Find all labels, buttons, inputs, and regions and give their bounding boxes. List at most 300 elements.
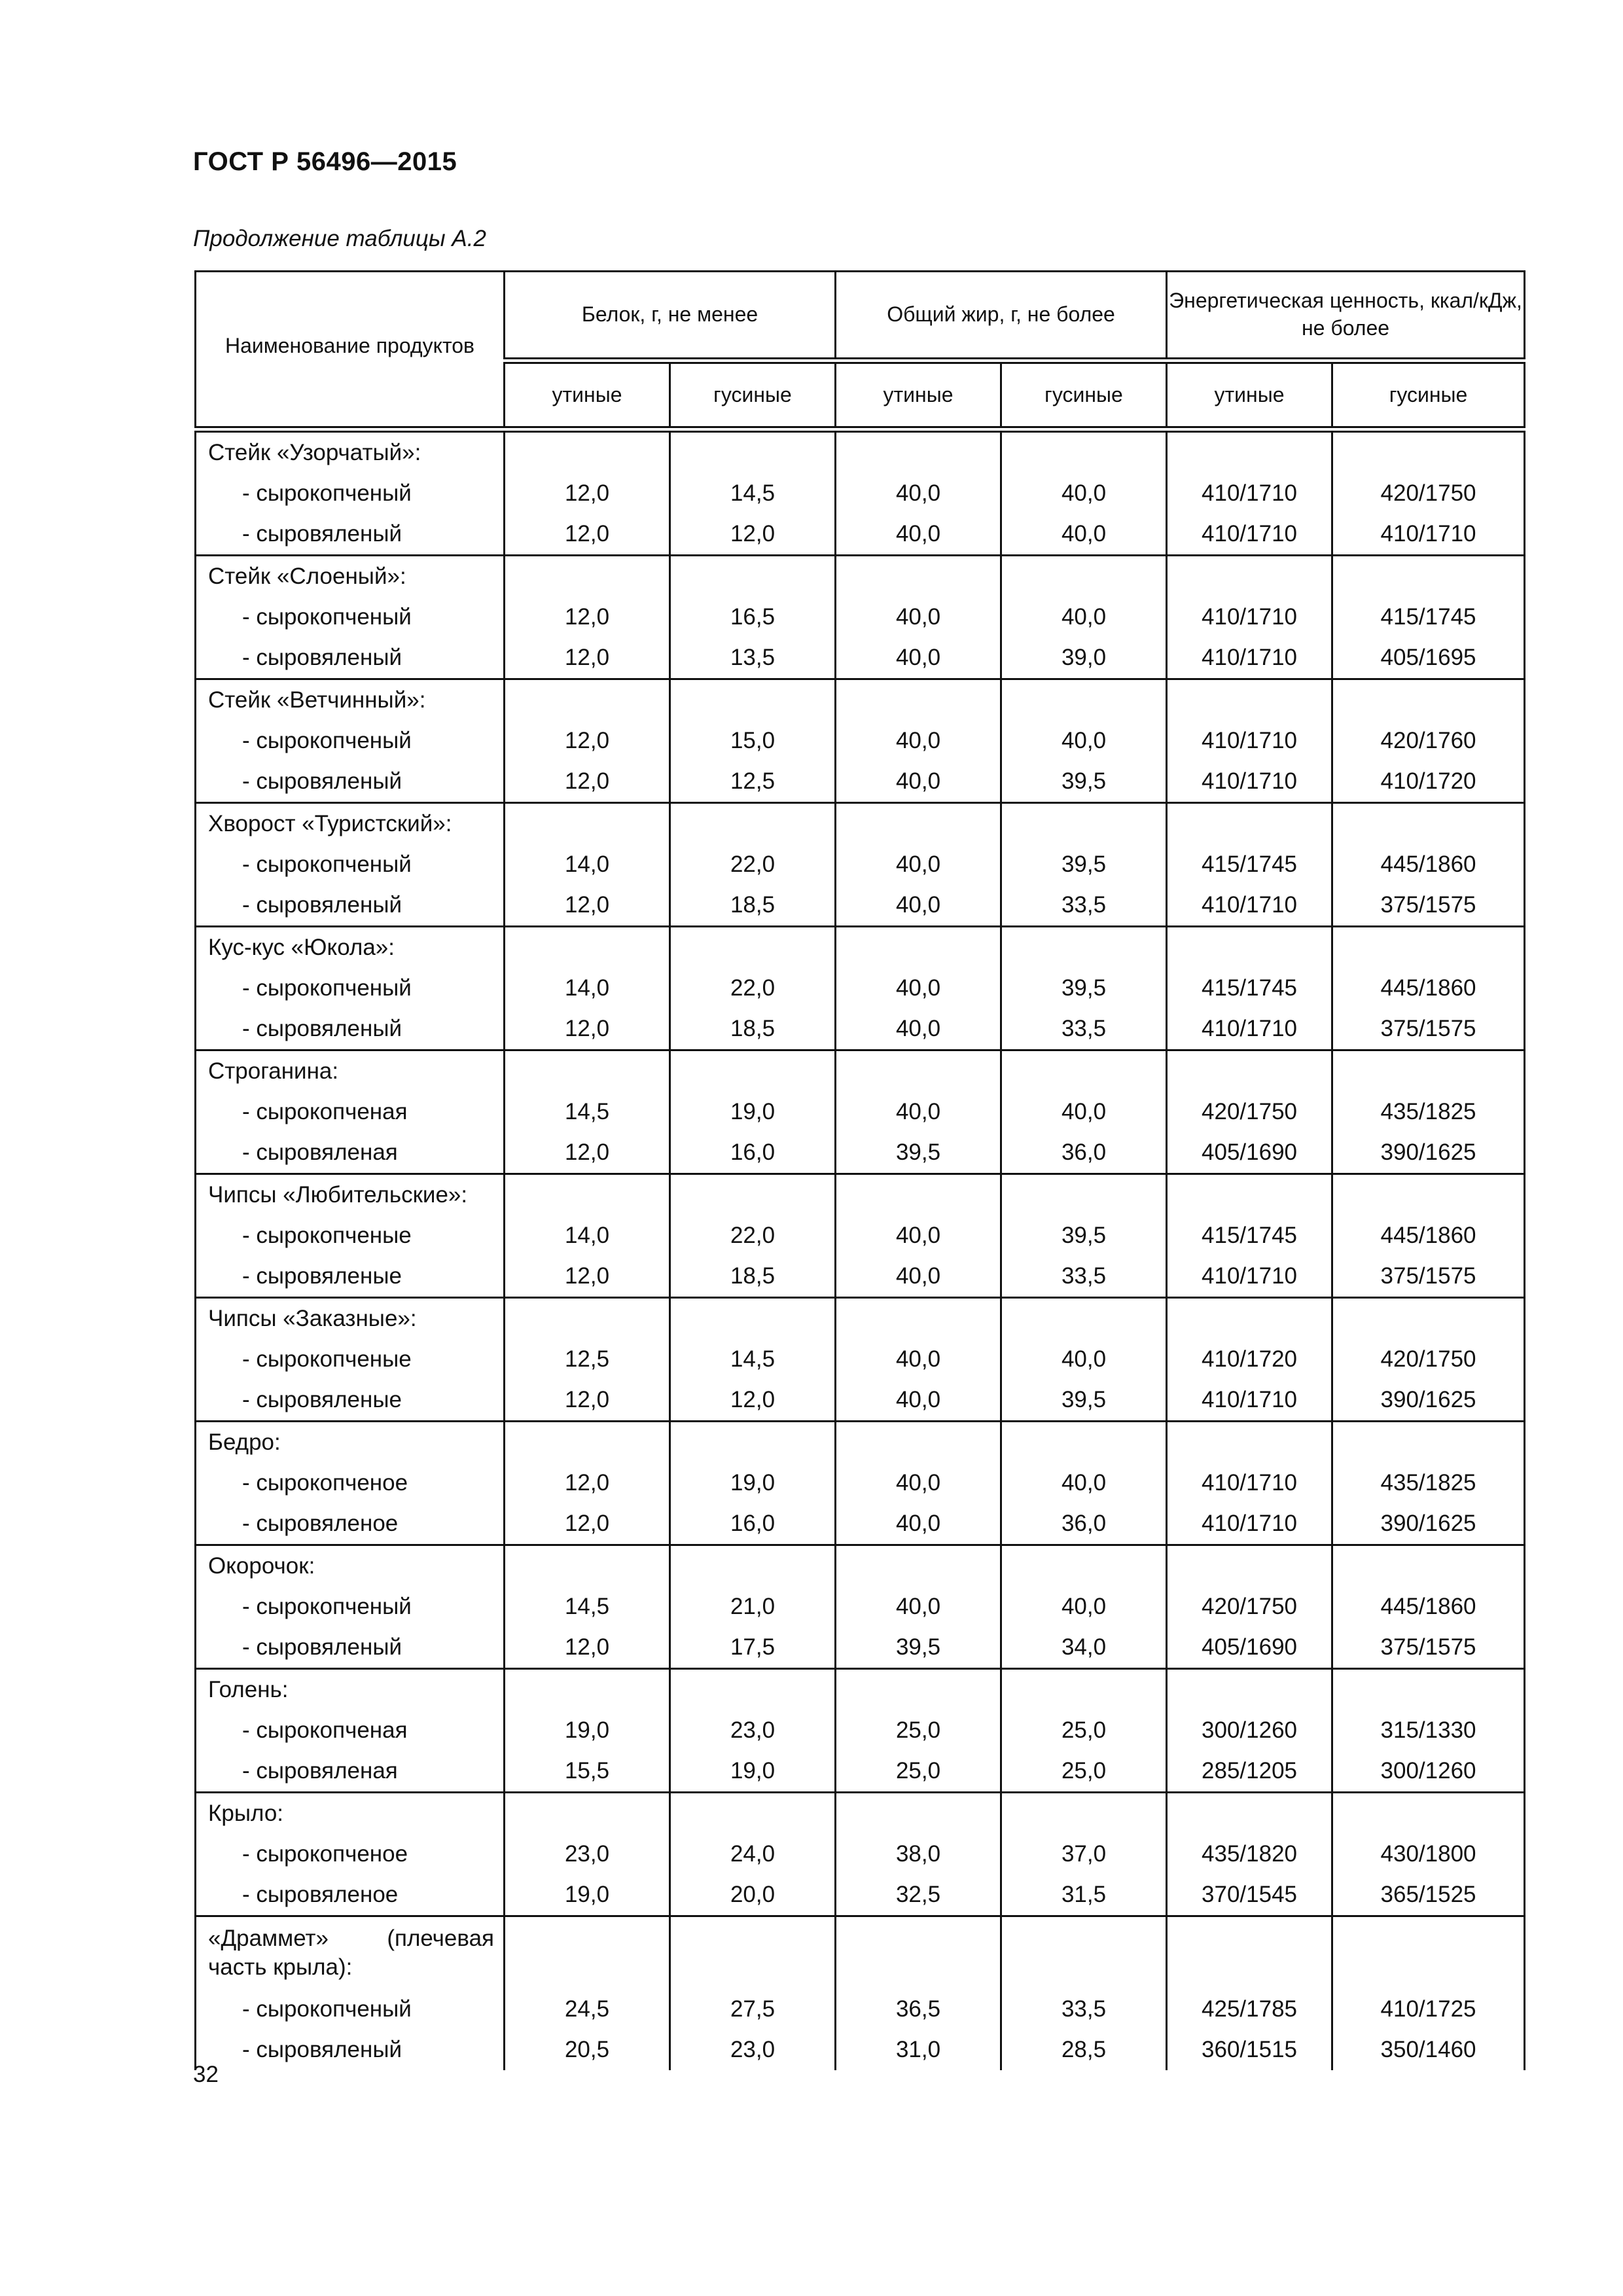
product-name: Чипсы «Любительские»: <box>196 1174 505 1216</box>
table-row <box>196 1989 1525 2030</box>
subcol-header: утиные <box>1167 361 1332 429</box>
table-row <box>196 1834 1525 1874</box>
empty-cell <box>1167 1916 1332 1990</box>
value-cell: 31,0 <box>836 2030 1001 2070</box>
value-cell: 39,5 <box>1001 968 1167 1009</box>
table-row <box>196 637 1525 679</box>
empty-cell <box>1167 679 1332 721</box>
empty-cell <box>1167 556 1332 598</box>
product-name: Стейк «Слоеный»: <box>196 556 505 598</box>
empty-cell <box>670 429 836 473</box>
value-cell: 40,0 <box>836 844 1001 885</box>
table-row <box>196 1339 1525 1380</box>
value-cell: 410/1710 <box>1167 721 1332 761</box>
value-cell: 12,0 <box>505 721 670 761</box>
empty-cell <box>1001 1545 1167 1587</box>
value-cell: 360/1515 <box>1167 2030 1332 2070</box>
value-cell: 36,0 <box>1001 1503 1167 1545</box>
variant-label: - сырокопченый <box>196 968 505 1009</box>
value-cell: 445/1860 <box>1332 1587 1525 1627</box>
value-cell: 40,0 <box>836 1092 1001 1132</box>
product-group-row <box>196 1916 1525 1990</box>
value-cell: 40,0 <box>1001 1339 1167 1380</box>
value-cell: 37,0 <box>1001 1834 1167 1874</box>
value-cell: 12,0 <box>505 597 670 637</box>
empty-cell <box>1167 1050 1332 1092</box>
value-cell: 16,5 <box>670 597 836 637</box>
value-cell: 24,0 <box>670 1834 836 1874</box>
product-name: Стейк «Узорчатый»: <box>196 429 505 473</box>
variant-label: - сырокопченый <box>196 1587 505 1627</box>
empty-cell <box>1001 1793 1167 1835</box>
value-cell: 12,5 <box>670 761 836 803</box>
subcol-header: гусиные <box>670 361 836 429</box>
value-cell: 25,0 <box>1001 1710 1167 1751</box>
subcol-header: утиные <box>836 361 1001 429</box>
empty-cell <box>670 927 836 969</box>
empty-cell <box>670 1050 836 1092</box>
value-cell: 15,0 <box>670 721 836 761</box>
variant-label: - сыровяленый <box>196 2030 505 2070</box>
table-row <box>196 721 1525 761</box>
value-cell: 40,0 <box>836 1215 1001 1256</box>
product-group-row <box>196 1422 1525 1463</box>
empty-cell <box>1001 1050 1167 1092</box>
product-group-row <box>196 1050 1525 1092</box>
value-cell: 375/1575 <box>1332 885 1525 927</box>
empty-cell <box>505 1298 670 1340</box>
variant-label: - сырокопченое <box>196 1834 505 1874</box>
value-cell: 40,0 <box>836 514 1001 556</box>
table-row <box>196 1751 1525 1793</box>
value-cell: 12,0 <box>505 1380 670 1422</box>
product-name: Стейк «Ветчинный»: <box>196 679 505 721</box>
empty-cell <box>1332 1916 1525 1990</box>
empty-cell <box>836 1174 1001 1216</box>
product-name: Чипсы «Заказные»: <box>196 1298 505 1340</box>
value-cell: 34,0 <box>1001 1627 1167 1669</box>
empty-cell <box>1167 1298 1332 1340</box>
table-row <box>196 1874 1525 1916</box>
variant-label: - сыровяленый <box>196 637 505 679</box>
value-cell: 40,0 <box>836 1339 1001 1380</box>
value-cell: 31,5 <box>1001 1874 1167 1916</box>
col-header-fat: Общий жир, г, не более <box>836 272 1167 361</box>
value-cell: 12,0 <box>505 885 670 927</box>
value-cell: 435/1820 <box>1167 1834 1332 1874</box>
table-row <box>196 1587 1525 1627</box>
value-cell: 12,0 <box>505 637 670 679</box>
value-cell: 40,0 <box>836 1009 1001 1050</box>
variant-label: - сыровяленое <box>196 1874 505 1916</box>
table-row <box>196 1256 1525 1298</box>
empty-cell <box>836 803 1001 845</box>
empty-cell <box>505 927 670 969</box>
value-cell: 40,0 <box>836 473 1001 514</box>
table-row <box>196 761 1525 803</box>
value-cell: 40,0 <box>836 885 1001 927</box>
variant-label: - сыровяленый <box>196 514 505 556</box>
table-row <box>196 1009 1525 1050</box>
empty-cell <box>1001 679 1167 721</box>
value-cell: 28,5 <box>1001 2030 1167 2070</box>
empty-cell <box>1001 1298 1167 1340</box>
value-cell: 40,0 <box>1001 1092 1167 1132</box>
table-row <box>196 1380 1525 1422</box>
product-group-row <box>196 1793 1525 1835</box>
empty-cell <box>836 1050 1001 1092</box>
value-cell: 415/1745 <box>1167 968 1332 1009</box>
value-cell: 39,5 <box>1001 761 1167 803</box>
empty-cell <box>505 1545 670 1587</box>
empty-cell <box>836 556 1001 598</box>
value-cell: 13,5 <box>670 637 836 679</box>
empty-cell <box>1332 1422 1525 1463</box>
value-cell: 19,0 <box>505 1874 670 1916</box>
subcol-header: гусиные <box>1001 361 1167 429</box>
table-row <box>196 1092 1525 1132</box>
value-cell: 375/1575 <box>1332 1256 1525 1298</box>
empty-cell <box>1001 1422 1167 1463</box>
value-cell: 38,0 <box>836 1834 1001 1874</box>
empty-cell <box>1332 927 1525 969</box>
variant-label: - сыровяленые <box>196 1256 505 1298</box>
product-group-row <box>196 803 1525 845</box>
table-row <box>196 1503 1525 1545</box>
empty-cell <box>1167 803 1332 845</box>
product-name: Голень: <box>196 1669 505 1711</box>
empty-cell <box>1167 1669 1332 1711</box>
value-cell: 12,0 <box>505 1256 670 1298</box>
value-cell: 40,0 <box>1001 597 1167 637</box>
value-cell: 410/1710 <box>1167 885 1332 927</box>
col-header-protein: Белок, г, не менее <box>505 272 836 361</box>
value-cell: 14,0 <box>505 968 670 1009</box>
variant-label: - сырокопченая <box>196 1092 505 1132</box>
value-cell: 12,0 <box>670 514 836 556</box>
empty-cell <box>836 1669 1001 1711</box>
empty-cell <box>1332 1545 1525 1587</box>
value-cell: 21,0 <box>670 1587 836 1627</box>
variant-label: - сырокопченый <box>196 1989 505 2030</box>
value-cell: 410/1710 <box>1167 1463 1332 1503</box>
value-cell: 18,5 <box>670 1256 836 1298</box>
product-name: Бедро: <box>196 1422 505 1463</box>
value-cell: 410/1710 <box>1167 514 1332 556</box>
value-cell: 40,0 <box>1001 473 1167 514</box>
product-name: Крыло: <box>196 1793 505 1835</box>
table-body <box>196 429 1525 2070</box>
empty-cell <box>1001 1174 1167 1216</box>
product-group-row <box>196 1174 1525 1216</box>
value-cell: 410/1720 <box>1332 761 1525 803</box>
value-cell: 410/1710 <box>1167 473 1332 514</box>
empty-cell <box>505 1669 670 1711</box>
variant-label: - сырокопченые <box>196 1215 505 1256</box>
value-cell: 410/1720 <box>1167 1339 1332 1380</box>
empty-cell <box>505 1174 670 1216</box>
value-cell: 14,5 <box>505 1587 670 1627</box>
value-cell: 40,0 <box>836 1256 1001 1298</box>
value-cell: 19,0 <box>505 1710 670 1751</box>
table-row <box>196 1132 1525 1174</box>
variant-label: - сыровяленая <box>196 1132 505 1174</box>
product-name: Строганина: <box>196 1050 505 1092</box>
value-cell: 410/1710 <box>1167 1009 1332 1050</box>
value-cell: 16,0 <box>670 1132 836 1174</box>
empty-cell <box>836 1422 1001 1463</box>
value-cell: 40,0 <box>1001 1587 1167 1627</box>
empty-cell <box>1167 1793 1332 1835</box>
value-cell: 20,0 <box>670 1874 836 1916</box>
empty-cell <box>836 1916 1001 1990</box>
empty-cell <box>836 1793 1001 1835</box>
variant-label: - сыровяленые <box>196 1380 505 1422</box>
variant-label: - сыровяленое <box>196 1503 505 1545</box>
empty-cell <box>505 1916 670 1990</box>
value-cell: 445/1860 <box>1332 844 1525 885</box>
value-cell: 16,0 <box>670 1503 836 1545</box>
value-cell: 15,5 <box>505 1751 670 1793</box>
empty-cell <box>836 927 1001 969</box>
empty-cell <box>670 1916 836 1990</box>
value-cell: 40,0 <box>836 1463 1001 1503</box>
empty-cell <box>505 803 670 845</box>
value-cell: 365/1525 <box>1332 1874 1525 1916</box>
value-cell: 25,0 <box>836 1710 1001 1751</box>
product-group-row <box>196 556 1525 598</box>
table-row <box>196 514 1525 556</box>
page-number: 32 <box>193 2062 219 2087</box>
product-name: Кус-кус «Юкола»: <box>196 927 505 969</box>
product-group-row <box>196 679 1525 721</box>
value-cell: 14,5 <box>670 1339 836 1380</box>
value-cell: 33,5 <box>1001 1009 1167 1050</box>
empty-cell <box>1167 1545 1332 1587</box>
variant-label: - сыровяленый <box>196 761 505 803</box>
table-row <box>196 2030 1525 2070</box>
col-header-name: Наименование продуктов <box>196 272 505 430</box>
table-row <box>196 1463 1525 1503</box>
product-name: Хворост «Туристский»: <box>196 803 505 845</box>
empty-cell <box>836 429 1001 473</box>
variant-label: - сырокопченый <box>196 721 505 761</box>
empty-cell <box>1001 429 1167 473</box>
value-cell: 12,0 <box>505 1463 670 1503</box>
value-cell: 19,0 <box>670 1463 836 1503</box>
value-cell: 315/1330 <box>1332 1710 1525 1751</box>
value-cell: 405/1690 <box>1167 1627 1332 1669</box>
empty-cell <box>1001 803 1167 845</box>
empty-cell <box>1167 429 1332 473</box>
table-row <box>196 1710 1525 1751</box>
value-cell: 14,0 <box>505 1215 670 1256</box>
subcol-header: гусиные <box>1332 361 1525 429</box>
value-cell: 32,5 <box>836 1874 1001 1916</box>
variant-label: - сыровяленый <box>196 885 505 927</box>
empty-cell <box>1167 1174 1332 1216</box>
value-cell: 370/1545 <box>1167 1874 1332 1916</box>
empty-cell <box>670 1669 836 1711</box>
empty-cell <box>1332 1174 1525 1216</box>
value-cell: 40,0 <box>836 761 1001 803</box>
product-group-row <box>196 927 1525 969</box>
value-cell: 40,0 <box>836 597 1001 637</box>
value-cell: 40,0 <box>1001 1463 1167 1503</box>
empty-cell <box>670 1545 836 1587</box>
value-cell: 435/1825 <box>1332 1092 1525 1132</box>
value-cell: 12,0 <box>505 473 670 514</box>
value-cell: 40,0 <box>836 1503 1001 1545</box>
value-cell: 40,0 <box>1001 514 1167 556</box>
empty-cell <box>836 1298 1001 1340</box>
table-row <box>196 597 1525 637</box>
value-cell: 19,0 <box>670 1751 836 1793</box>
value-cell: 415/1745 <box>1167 1215 1332 1256</box>
value-cell: 24,5 <box>505 1989 670 2030</box>
value-cell: 350/1460 <box>1332 2030 1525 2070</box>
empty-cell <box>836 1545 1001 1587</box>
value-cell: 390/1625 <box>1332 1503 1525 1545</box>
table-row <box>196 1215 1525 1256</box>
value-cell: 39,5 <box>1001 1215 1167 1256</box>
value-cell: 405/1690 <box>1167 1132 1332 1174</box>
product-group-row <box>196 1545 1525 1587</box>
value-cell: 420/1750 <box>1332 473 1525 514</box>
value-cell: 300/1260 <box>1332 1751 1525 1793</box>
empty-cell <box>1167 927 1332 969</box>
col-header-energy: Энергетическая ценность, ккал/кДж, не более <box>1167 272 1525 361</box>
value-cell: 14,0 <box>505 844 670 885</box>
empty-cell <box>1001 1916 1167 1990</box>
empty-cell <box>505 1793 670 1835</box>
value-cell: 23,0 <box>670 2030 836 2070</box>
empty-cell <box>1332 1298 1525 1340</box>
empty-cell <box>1332 1793 1525 1835</box>
value-cell: 23,0 <box>670 1710 836 1751</box>
empty-cell <box>505 1050 670 1092</box>
table-row <box>196 885 1525 927</box>
value-cell: 12,0 <box>670 1380 836 1422</box>
empty-cell <box>1332 1050 1525 1092</box>
value-cell: 39,5 <box>836 1132 1001 1174</box>
value-cell: 285/1205 <box>1167 1751 1332 1793</box>
value-cell: 445/1860 <box>1332 968 1525 1009</box>
value-cell: 40,0 <box>836 721 1001 761</box>
value-cell: 410/1710 <box>1332 514 1525 556</box>
value-cell: 33,5 <box>1001 1989 1167 2030</box>
value-cell: 375/1575 <box>1332 1009 1525 1050</box>
variant-label: - сыровяленый <box>196 1009 505 1050</box>
value-cell: 40,0 <box>1001 721 1167 761</box>
value-cell: 420/1750 <box>1332 1339 1525 1380</box>
variant-label: - сырокопченый <box>196 844 505 885</box>
value-cell: 22,0 <box>670 968 836 1009</box>
value-cell: 12,0 <box>505 761 670 803</box>
value-cell: 22,0 <box>670 1215 836 1256</box>
value-cell: 415/1745 <box>1332 597 1525 637</box>
empty-cell <box>836 679 1001 721</box>
table-caption: Продолжение таблицы А.2 <box>193 226 486 251</box>
value-cell: 18,5 <box>670 1009 836 1050</box>
empty-cell <box>670 1174 836 1216</box>
value-cell: 420/1760 <box>1332 721 1525 761</box>
value-cell: 430/1800 <box>1332 1834 1525 1874</box>
value-cell: 17,5 <box>670 1627 836 1669</box>
value-cell: 300/1260 <box>1167 1710 1332 1751</box>
empty-cell <box>505 1422 670 1463</box>
value-cell: 40,0 <box>836 1587 1001 1627</box>
empty-cell <box>1001 927 1167 969</box>
variant-label: - сырокопченый <box>196 473 505 514</box>
value-cell: 36,5 <box>836 1989 1001 2030</box>
empty-cell <box>670 1298 836 1340</box>
value-cell: 12,0 <box>505 1132 670 1174</box>
value-cell: 415/1745 <box>1167 844 1332 885</box>
variant-label: - сырокопченое <box>196 1463 505 1503</box>
value-cell: 390/1625 <box>1332 1132 1525 1174</box>
value-cell: 405/1695 <box>1332 637 1525 679</box>
value-cell: 425/1785 <box>1167 1989 1332 2030</box>
value-cell: 375/1575 <box>1332 1627 1525 1669</box>
empty-cell <box>670 1422 836 1463</box>
value-cell: 390/1625 <box>1332 1380 1525 1422</box>
value-cell: 12,0 <box>505 1009 670 1050</box>
empty-cell <box>1332 1669 1525 1711</box>
empty-cell <box>1332 556 1525 598</box>
value-cell: 12,0 <box>505 514 670 556</box>
value-cell: 39,5 <box>836 1627 1001 1669</box>
value-cell: 420/1750 <box>1167 1092 1332 1132</box>
value-cell: 39,0 <box>1001 637 1167 679</box>
value-cell: 39,5 <box>1001 1380 1167 1422</box>
value-cell: 14,5 <box>505 1092 670 1132</box>
value-cell: 410/1710 <box>1167 1256 1332 1298</box>
empty-cell <box>505 679 670 721</box>
empty-cell <box>670 679 836 721</box>
value-cell: 410/1710 <box>1167 1380 1332 1422</box>
value-cell: 14,5 <box>670 473 836 514</box>
table-row <box>196 473 1525 514</box>
product-group-row <box>196 1298 1525 1340</box>
value-cell: 40,0 <box>836 1380 1001 1422</box>
value-cell: 410/1710 <box>1167 1503 1332 1545</box>
page-header: ГОСТ Р 56496—2015 <box>193 147 457 176</box>
table-row <box>196 844 1525 885</box>
value-cell: 20,5 <box>505 2030 670 2070</box>
empty-cell <box>1001 556 1167 598</box>
value-cell: 22,0 <box>670 844 836 885</box>
empty-cell <box>1332 803 1525 845</box>
empty-cell <box>505 429 670 473</box>
empty-cell <box>670 1793 836 1835</box>
empty-cell <box>670 803 836 845</box>
value-cell: 420/1750 <box>1167 1587 1332 1627</box>
empty-cell <box>1332 679 1525 721</box>
empty-cell <box>1167 1422 1332 1463</box>
variant-label: - сырокопченая <box>196 1710 505 1751</box>
value-cell: 25,0 <box>1001 1751 1167 1793</box>
product-name: Окорочок: <box>196 1545 505 1587</box>
value-cell: 435/1825 <box>1332 1463 1525 1503</box>
value-cell: 36,0 <box>1001 1132 1167 1174</box>
variant-label: - сырокопченые <box>196 1339 505 1380</box>
empty-cell <box>1332 429 1525 473</box>
product-group-row <box>196 1669 1525 1711</box>
value-cell: 40,0 <box>836 968 1001 1009</box>
value-cell: 12,0 <box>505 1627 670 1669</box>
empty-cell <box>670 556 836 598</box>
